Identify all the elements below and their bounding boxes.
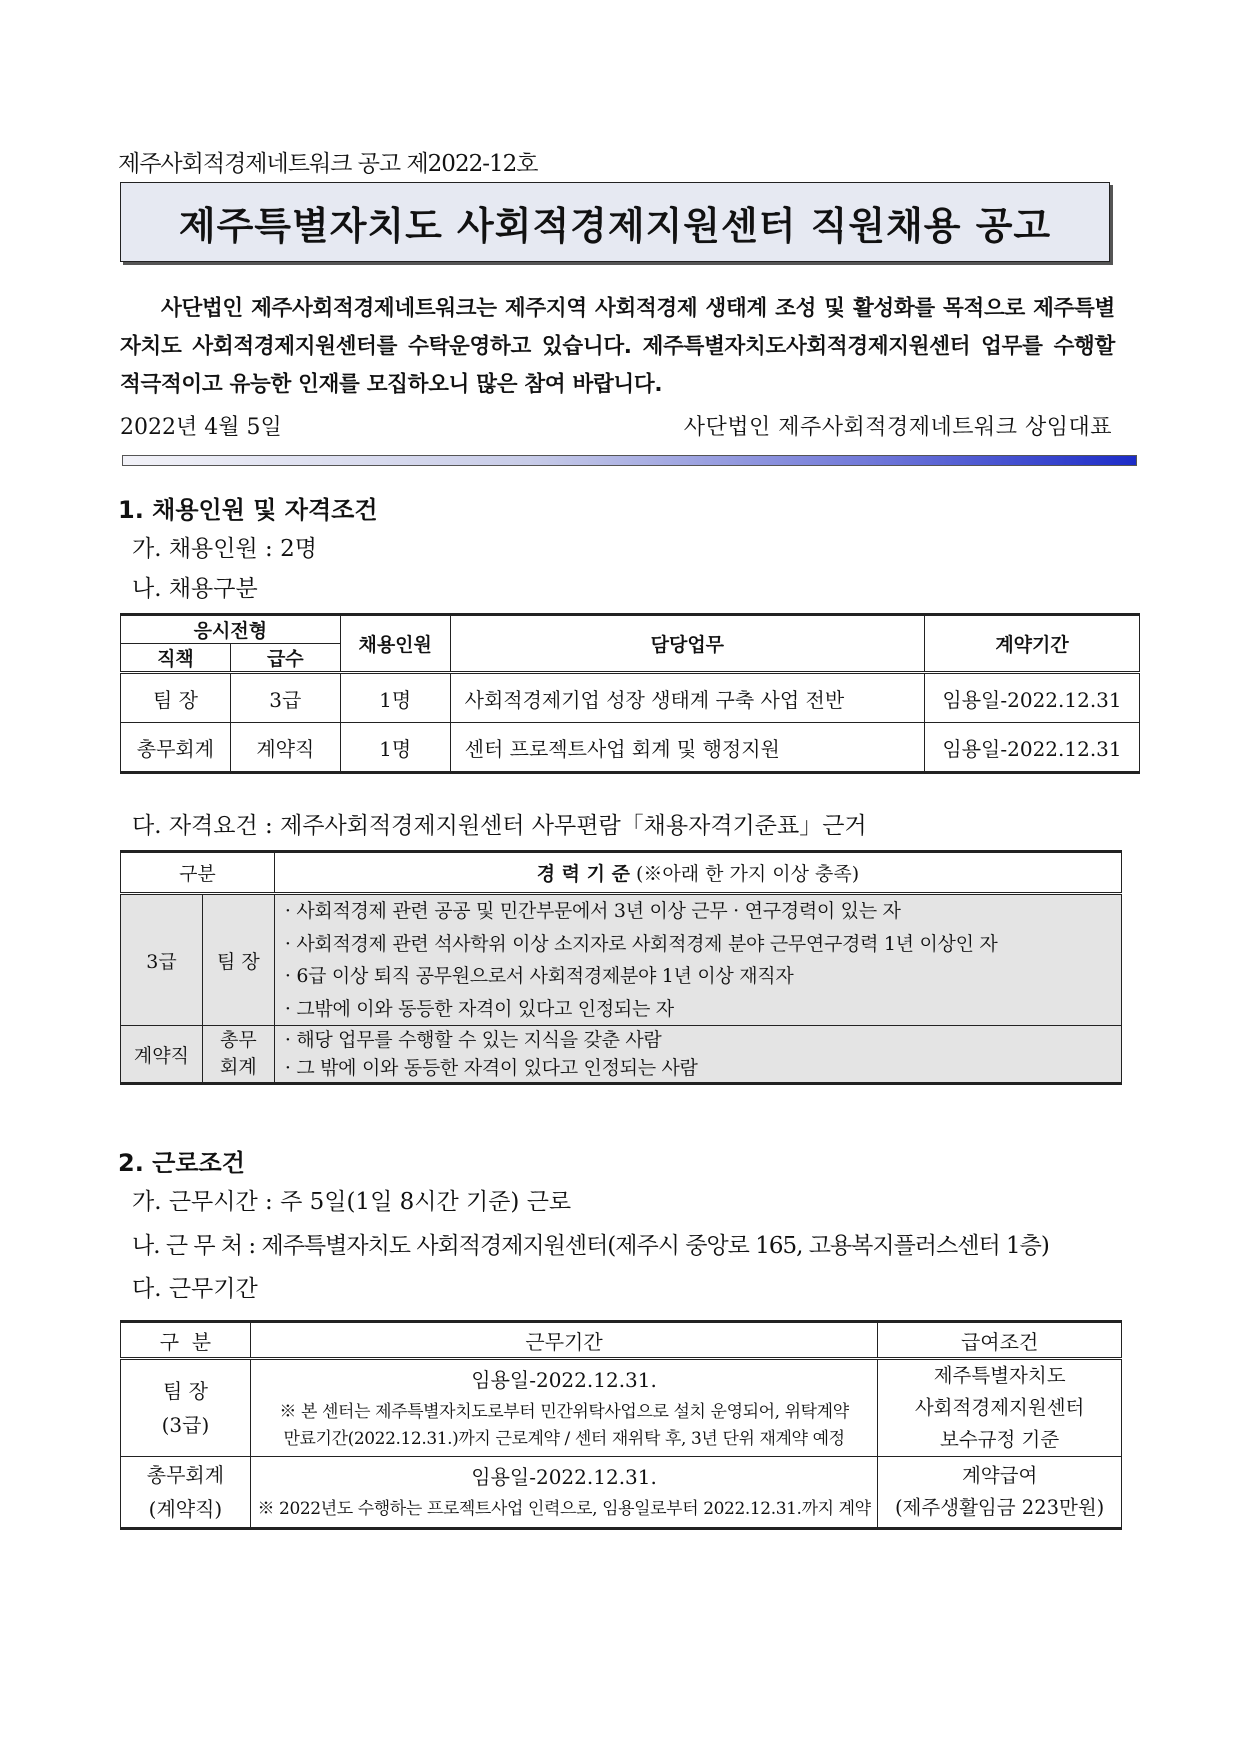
period-note-line: 만료기간(2022.12.31.)까지 근로계약 / 센터 재위탁 후, 3년 단위 재계약 예정 bbox=[283, 1428, 845, 1449]
page-title: 제주특별자치도 사회적경제지원센터 직원채용 공고 bbox=[178, 203, 1052, 248]
criteria-line: · 6급 이상 퇴직 공무원으로서 사회적경제분야 1년 이상 재직자 bbox=[284, 965, 794, 987]
title-box bbox=[120, 182, 1110, 262]
row-period: 임용일-2022.12.31 bbox=[925, 723, 1140, 773]
row-duty: 센터 프로젝트사업 회계 및 행정지원 bbox=[450, 723, 924, 773]
work-period-table bbox=[120, 1320, 1122, 1530]
section1-item-da: 다. 자격요건 : 제주사회적경제지원센터 사무편람「채용자격기준표」근거 bbox=[132, 813, 867, 839]
criteria-line: · 그 밖에 이와 동등한 자격이 있다고 인정되는 사람 bbox=[284, 1057, 698, 1079]
qual-header-criteria bbox=[274, 852, 1121, 894]
qual-criteria bbox=[274, 1026, 1121, 1084]
table-row bbox=[121, 1026, 1122, 1084]
notice-number: 제주사회적경제네트워크 공고 제2022-12호 bbox=[118, 151, 538, 177]
table-row bbox=[121, 1457, 1122, 1529]
header-position: 직책 bbox=[121, 644, 231, 673]
header-duty: 담당업무 bbox=[450, 615, 924, 673]
qual-role bbox=[202, 1026, 274, 1084]
header-grade: 급수 bbox=[230, 644, 340, 673]
section2-item-na: 나. 근 무 처 : 제주특별자치도 사회적경제지원센터(제주시 중앙로 165, 고용복지플러스센터 1층) bbox=[132, 1233, 1049, 1259]
qual-criteria bbox=[274, 894, 1121, 1026]
pay-cell bbox=[878, 1359, 1122, 1457]
qual-grade: 3급 bbox=[121, 894, 203, 1026]
position-line: 총무회계 bbox=[146, 1463, 225, 1487]
row-headcount: 1명 bbox=[340, 673, 450, 723]
period-cell bbox=[250, 1457, 877, 1529]
pay-line: 사회적경제지원센터 bbox=[914, 1396, 1085, 1419]
section1-item-ga: 가. 채용인원 : 2명 bbox=[132, 536, 317, 562]
notice-date: 2022년 4월 5일 bbox=[120, 415, 282, 440]
pay-line: 계약급여 bbox=[961, 1464, 1038, 1487]
row-headcount: 1명 bbox=[340, 723, 450, 773]
period-position bbox=[121, 1457, 251, 1529]
pay-cell bbox=[878, 1457, 1122, 1529]
position-line: (계약직) bbox=[148, 1497, 223, 1521]
position-line: (3급) bbox=[161, 1413, 210, 1437]
row-duty: 사회적경제기업 성장 생태계 구축 사업 전반 bbox=[450, 673, 924, 723]
pay-line: 제주특별자치도 bbox=[933, 1364, 1066, 1387]
period-note-line: ※ 2022년도 수행하는 프로젝트사업 인력으로, 임용일로부터 2022.12.31.까지 계약 bbox=[257, 1499, 871, 1519]
period-main: 임용일-2022.12.31. bbox=[471, 1367, 657, 1392]
row-period: 임용일-2022.12.31 bbox=[925, 673, 1140, 723]
row-grade: 계약직 bbox=[230, 723, 340, 773]
qual-header-category: 구분 bbox=[121, 852, 275, 894]
pay-line: 보수규정 기준 bbox=[940, 1428, 1060, 1451]
period-position bbox=[121, 1359, 251, 1457]
row-position: 팀 장 bbox=[121, 673, 231, 723]
section1-heading: 1. 채용인원 및 자격조건 bbox=[118, 496, 378, 524]
header-headcount: 채용인원 bbox=[340, 615, 450, 673]
intro-paragraph bbox=[120, 290, 1115, 404]
criteria-line: · 해당 업무를 수행할 수 있는 지식을 갖춘 사람 bbox=[284, 1029, 662, 1051]
signature: 사단법인 제주사회적경제네트워크 상임대표 bbox=[683, 415, 1112, 440]
table-row bbox=[121, 1359, 1122, 1457]
criteria-line: · 사회적경제 관련 석사학위 이상 소지자로 사회적경제 분야 근무연구경력 1년 이상인 자 bbox=[284, 932, 998, 955]
period-cell bbox=[250, 1359, 877, 1457]
header-contract-period: 계약기간 bbox=[925, 615, 1140, 673]
period-header-pay: 급여조건 bbox=[878, 1322, 1122, 1359]
criteria-line: · 사회적경제 관련 공공 및 민간부문에서 3년 이상 근무 · 연구경력이 있는 자 bbox=[284, 900, 901, 922]
qual-role-line: 회계 bbox=[220, 1056, 257, 1078]
row-position: 총무회계 bbox=[121, 723, 231, 773]
table-row bbox=[121, 723, 1140, 773]
table-row bbox=[121, 673, 1140, 723]
section2-item-ga: 가. 근무시간 : 주 5일(1일 8시간 기준) 근로 bbox=[132, 1189, 572, 1215]
qual-header-criteria-note: (※아래 한 가지 이상 충족) bbox=[636, 863, 860, 885]
section2-heading: 2. 근로조건 bbox=[118, 1149, 245, 1177]
row-grade: 3급 bbox=[230, 673, 340, 723]
period-header-period: 근무기간 bbox=[250, 1322, 877, 1359]
qual-role-line: 총무 bbox=[220, 1029, 257, 1051]
hiring-table bbox=[120, 613, 1140, 774]
header-exam-type: 응시전형 bbox=[121, 615, 341, 644]
intro-text: 사단법인 제주사회적경제네트워크는 제주지역 사회적경제 생태계 조성 및 활성화를 목적으로 제주특별자치도 사회적경제지원센터를 수탁운영하고 있습니다. 제주특별자치도사회적경제지원센터 업무를 수행할 적극적이고 유능한 인재를 모집하오니 많은 참여 바랍니다. bbox=[120, 296, 1115, 397]
qual-role: 팀 장 bbox=[202, 894, 274, 1026]
section2-item-da: 다. 근무기간 bbox=[132, 1276, 258, 1302]
section1-item-na: 나. 채용구분 bbox=[132, 576, 258, 602]
table-row bbox=[121, 894, 1122, 1026]
period-main: 임용일-2022.12.31. bbox=[471, 1465, 657, 1489]
qual-header-criteria-bold: 경 력 기 준 bbox=[536, 863, 630, 885]
period-note-line: ※ 본 센터는 제주특별자치도로부터 민간위탁사업으로 설치 운영되어, 위탁계약 bbox=[279, 1401, 849, 1422]
qual-grade: 계약직 bbox=[121, 1026, 203, 1084]
criteria-line: · 그밖에 이와 동등한 자격이 있다고 인정되는 자 bbox=[284, 997, 674, 1020]
qualification-table bbox=[120, 850, 1122, 1085]
period-header-category: 구 분 bbox=[121, 1322, 251, 1359]
gradient-divider bbox=[122, 455, 1137, 466]
pay-line: (제주생활임금 223만원) bbox=[894, 1496, 1105, 1519]
position-line: 팀 장 bbox=[162, 1379, 208, 1403]
